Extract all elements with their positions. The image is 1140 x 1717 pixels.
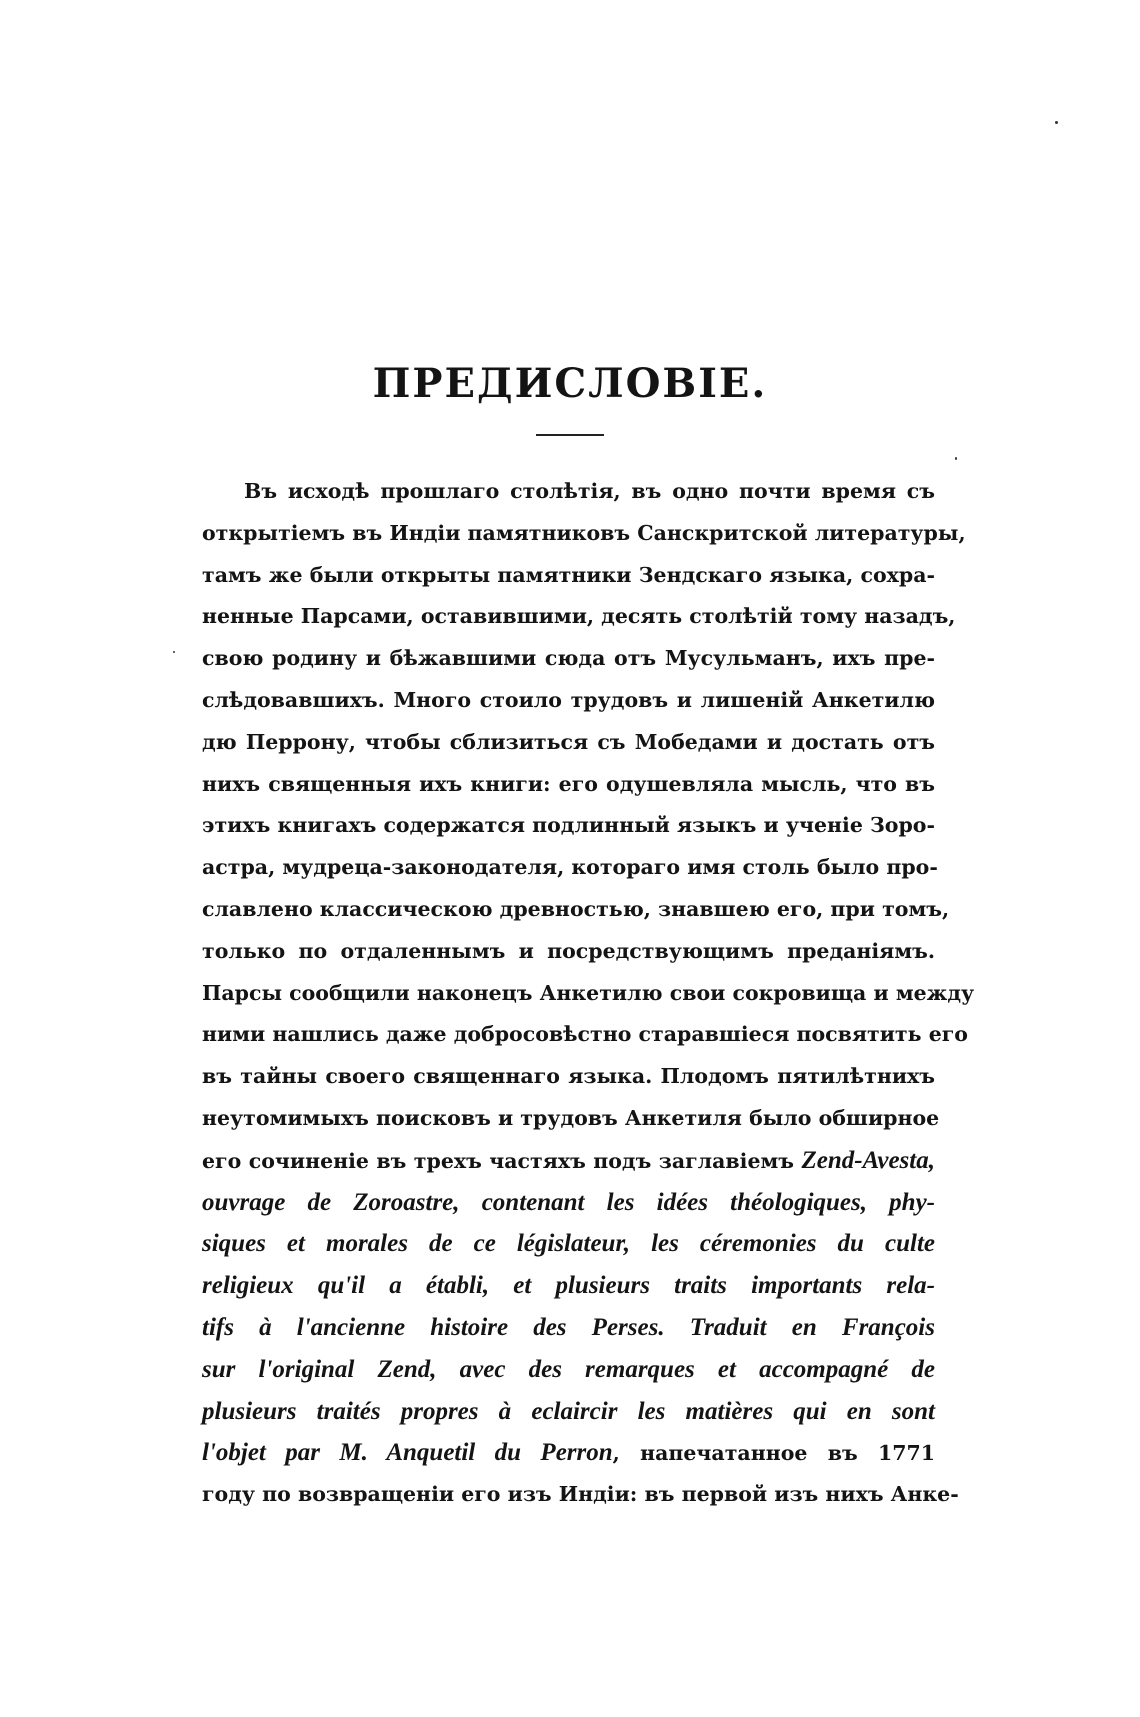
text-line [202, 638, 935, 680]
text-segment: неутомимыхъ поисковъ и трудовъ Анкетиля было обширное [202, 1105, 940, 1130]
text-segment: открытіемъ въ Индіи памятниковъ Санскритской литературы, [202, 520, 966, 545]
text-segment: religieux qu'il a établi, et plusieurs traits importants rela- [202, 1272, 935, 1300]
text-segment: славлено классическою древностью, знавшею его, при томъ, [202, 896, 950, 921]
text-segment: ouvrage de Zoroastre, contenant les idées théologiques, phy- [202, 1188, 935, 1216]
text-segment: этихъ книгахъ содержатся подлинный языкъ и ученіе Зоро- [202, 813, 935, 838]
italic-segment: Zend-Avesta, [801, 1146, 935, 1174]
text-line [202, 680, 935, 722]
text-line [202, 1014, 968, 1056]
text-line [202, 722, 935, 764]
text-segment: siques et morales de ce législateur, les céremonies du culte [202, 1230, 935, 1258]
text-line [202, 973, 975, 1015]
text-segment: астра, мудреца-законодателя, котораго имя столь было про- [202, 855, 938, 880]
text-line [202, 596, 956, 638]
text-line [202, 1056, 935, 1098]
text-segment: въ тайны своего священнаго языка. Плодомъ пятилѣтнихъ [202, 1064, 935, 1089]
text-line [202, 805, 935, 847]
text-line [202, 1140, 935, 1182]
page-title: ПРЕДИСЛОВІЕ. [372, 360, 768, 407]
print-speck [173, 651, 175, 653]
text-segment: слѣдовавшихъ. Много стоило трудовъ и лишеній Анкетилю [202, 687, 935, 712]
text-segment: нихъ священныя ихъ книги: его одушевляла мысль, что въ [202, 771, 935, 796]
body-text [202, 471, 975, 1516]
text-line [202, 513, 966, 555]
text-line [202, 471, 935, 513]
text-segment: свою родину и бѣжавшими сюда отъ Мусульманъ, ихъ пре- [202, 646, 935, 671]
text-line [202, 764, 935, 806]
text-segment: его сочиненіе въ трехъ частяхъ подъ заглавіемъ [202, 1148, 802, 1173]
text-segment: tifs à l'ancienne histoire des Perses. Traduit en François [202, 1313, 935, 1341]
italic-segment: l'objet par M. Anquetil du Perron [202, 1439, 613, 1467]
print-speck [1055, 121, 1058, 124]
print-speck [955, 457, 957, 460]
text-line [202, 1307, 935, 1349]
text-line [202, 889, 950, 931]
text-line [202, 931, 935, 973]
text-line [202, 1349, 935, 1391]
text-segment: дю Перрону, чтобы сблизиться съ Мобедами и достать отъ [202, 729, 935, 754]
text-segment: Парсы сообщили наконецъ Анкетилю свои сокровища и между [202, 980, 975, 1005]
text-line [202, 1432, 935, 1474]
text-segment: plusieurs traités propres à eclaircir les matières qui en sont [202, 1397, 935, 1425]
text-segment: ненные Парсами, оставившими, десять столѣтій тому назадъ, [202, 604, 956, 629]
text-segment: sur l'original Zend, avec des remarques et accompagné de [202, 1355, 935, 1383]
text-line [202, 1474, 959, 1516]
text-line [202, 847, 938, 889]
text-segment: тамъ же были открыты памятники Зендскаго языка, сохра- [202, 562, 935, 587]
text-line [202, 1391, 935, 1433]
text-segment: только по отдаленнымъ и посредствующимъ преданіямъ. [202, 938, 935, 963]
text-segment: , напечатанное въ 1771 [612, 1441, 935, 1466]
text-line [202, 1223, 935, 1265]
text-segment: году по возвращеніи его изъ Индіи: въ первой изъ нихъ Анке- [202, 1482, 959, 1507]
text-segment: Въ исходѣ прошлаго столѣтія, въ одно почти время съ [244, 479, 935, 503]
text-line [202, 1265, 935, 1307]
text-line [202, 1182, 935, 1224]
title-divider [536, 434, 604, 436]
text-line [202, 555, 935, 597]
text-line [202, 1098, 940, 1140]
text-segment: ними нашлись даже добросовѣстно старавшіеся посвятить его [202, 1022, 968, 1047]
